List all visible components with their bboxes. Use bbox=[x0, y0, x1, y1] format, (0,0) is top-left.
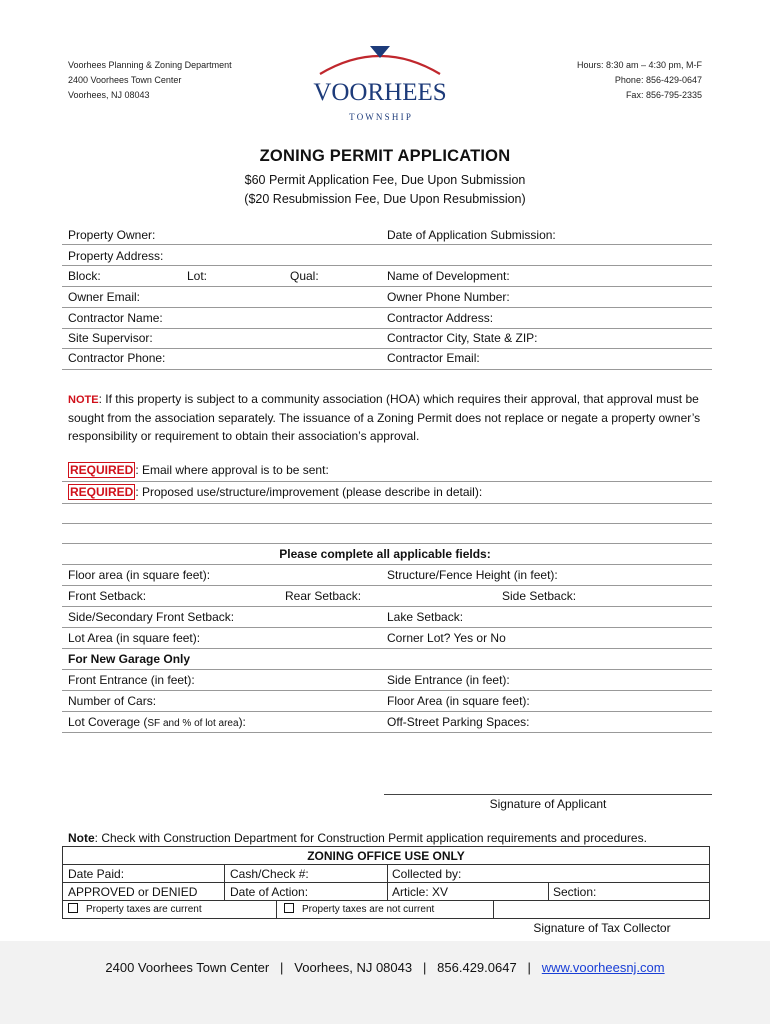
lot-coverage-field[interactable] bbox=[68, 715, 246, 729]
footer-city: Voorhees, NJ 08043 bbox=[294, 960, 413, 975]
date-of-action-field[interactable]: Date of Action: bbox=[230, 885, 309, 899]
construction-note-text: : Check with Construction Department for Construction Permit application requirements and procedures. bbox=[94, 831, 647, 845]
fee-line-2: ($20 Resubmission Fee, Due Upon Resubmission) bbox=[244, 192, 526, 206]
applicant-signature-line[interactable] bbox=[384, 794, 712, 795]
footer-phone: 856.429.0647 bbox=[437, 960, 517, 975]
lot-coverage-label: Lot Coverage ( bbox=[68, 715, 148, 729]
collected-by-field[interactable]: Collected by: bbox=[392, 867, 462, 881]
form-title: ZONING PERMIT APPLICATION bbox=[259, 147, 511, 165]
qual-field[interactable]: Qual: bbox=[290, 269, 319, 283]
front-setback-field[interactable]: Front Setback: bbox=[68, 589, 147, 603]
page-footer bbox=[0, 941, 770, 1024]
lot-coverage-hint: SF and % of lot area bbox=[147, 718, 239, 729]
contractor-address-field[interactable]: Contractor Address: bbox=[387, 311, 494, 325]
required-use-text: : Proposed use/structure/improvement (please describe in detail): bbox=[135, 485, 483, 499]
office-phone: Phone: 856-429-0647 bbox=[614, 75, 702, 85]
off-street-parking-field[interactable]: Off-Street Parking Spaces: bbox=[387, 715, 530, 729]
block-field[interactable]: Block: bbox=[68, 269, 101, 283]
owner-phone-field[interactable]: Owner Phone Number: bbox=[387, 290, 510, 304]
contractor-city-field[interactable]: Contractor City, State & ZIP: bbox=[387, 331, 538, 345]
property-address-field[interactable]: Property Address: bbox=[68, 249, 164, 263]
tax-collector-signature-box[interactable] bbox=[494, 900, 710, 919]
front-entrance-field[interactable]: Front Entrance (in feet): bbox=[68, 673, 195, 687]
office-use-heading: ZONING OFFICE USE ONLY bbox=[307, 849, 465, 863]
footer-separator: | bbox=[527, 960, 531, 975]
office-contact bbox=[577, 58, 702, 103]
taxes-not-current-checkbox[interactable] bbox=[284, 903, 294, 913]
lot-field[interactable]: Lot: bbox=[187, 269, 208, 283]
voorhees-township-logo bbox=[312, 42, 448, 126]
required-email-text: : Email where approval is to be sent: bbox=[135, 463, 329, 477]
fee-line-1: $60 Permit Application Fee, Due Upon Submission bbox=[244, 173, 526, 187]
section-field[interactable]: Section: bbox=[553, 885, 597, 899]
rear-setback-field[interactable]: Rear Setback: bbox=[285, 589, 362, 603]
applicant-signature-label: Signature of Applicant bbox=[489, 797, 607, 811]
cash-check-field[interactable]: Cash/Check #: bbox=[230, 867, 309, 881]
owner-email-field[interactable]: Owner Email: bbox=[68, 290, 141, 304]
dept-name: Voorhees Planning & Zoning Department bbox=[68, 60, 232, 70]
footer-separator: | bbox=[280, 960, 284, 975]
site-supervisor-field[interactable]: Site Supervisor: bbox=[68, 331, 153, 345]
date-paid-field[interactable]: Date Paid: bbox=[68, 867, 125, 881]
taxes-current-checkbox[interactable] bbox=[68, 903, 78, 913]
side-setback-field[interactable]: Side Setback: bbox=[502, 589, 577, 603]
logo-main-text: VOORHEES bbox=[313, 79, 447, 106]
office-hours: Hours: 8:30 am – 4:30 pm, M-F bbox=[576, 60, 702, 70]
required-label: REQUIRED bbox=[70, 485, 134, 499]
tax-collector-signature-label: Signature of Tax Collector bbox=[533, 921, 671, 935]
footer-address: 2400 Voorhees Town Center bbox=[105, 960, 270, 975]
construction-note bbox=[68, 831, 647, 845]
required-email-field[interactable] bbox=[68, 463, 329, 477]
garage-heading: For New Garage Only bbox=[68, 652, 191, 666]
office-fax: Fax: 856-795-2335 bbox=[625, 90, 702, 100]
department-address bbox=[68, 58, 232, 103]
property-owner-field[interactable]: Property Owner: bbox=[68, 228, 156, 242]
footer-separator: | bbox=[422, 960, 427, 975]
note-text: : If this property is subject to a community association (HOA) which requires their approval, that approval must be sought from the association separately. The issuance of a Zoning Permit does not replace or negate a property owner’s responsibility or requirement to obtain their association’s approval. bbox=[68, 392, 701, 443]
development-name-field[interactable]: Name of Development: bbox=[387, 269, 510, 283]
construction-note-label: Note bbox=[68, 831, 95, 845]
number-of-cars-field[interactable]: Number of Cars: bbox=[68, 694, 157, 708]
lot-coverage-end: ): bbox=[238, 715, 246, 729]
logo-sub-text: T O W N S H I P bbox=[349, 112, 411, 122]
contractor-email-field[interactable]: Contractor Email: bbox=[387, 351, 480, 365]
approved-denied-field[interactable]: APPROVED or DENIED bbox=[68, 885, 198, 899]
taxes-current-option[interactable] bbox=[68, 903, 202, 915]
required-label: REQUIRED bbox=[70, 463, 134, 477]
hoa-note bbox=[68, 390, 708, 445]
dept-street: 2400 Voorhees Town Center bbox=[68, 75, 182, 85]
footer-website-link[interactable]: www.voorheesnj.com bbox=[541, 960, 665, 975]
garage-floor-area-field[interactable]: Floor Area (in square feet): bbox=[387, 694, 530, 708]
corner-lot-field[interactable]: Corner Lot? Yes or No bbox=[387, 631, 506, 645]
contractor-phone-field[interactable]: Contractor Phone: bbox=[68, 351, 166, 365]
dept-city: Voorhees, NJ 08043 bbox=[68, 90, 150, 100]
footer-contact bbox=[0, 960, 770, 975]
side-secondary-setback-field[interactable]: Side/Secondary Front Setback: bbox=[68, 610, 235, 624]
lot-area-field[interactable]: Lot Area (in square feet): bbox=[68, 631, 201, 645]
contractor-name-field[interactable]: Contractor Name: bbox=[68, 311, 163, 325]
required-use-field[interactable] bbox=[68, 485, 482, 499]
taxes-not-current-option[interactable] bbox=[284, 903, 434, 915]
side-entrance-field[interactable]: Side Entrance (in feet): bbox=[387, 673, 510, 687]
article-field[interactable]: Article: XV bbox=[392, 885, 449, 899]
taxes-not-current-label: Property taxes are not current bbox=[302, 904, 435, 915]
taxes-current-label: Property taxes are current bbox=[86, 904, 202, 915]
note-label: NOTE bbox=[68, 394, 99, 406]
applicable-fields-heading: Please complete all applicable fields: bbox=[279, 547, 491, 561]
structure-height-field[interactable]: Structure/Fence Height (in feet): bbox=[387, 568, 558, 582]
lake-setback-field[interactable]: Lake Setback: bbox=[387, 610, 464, 624]
submission-date-field[interactable]: Date of Application Submission: bbox=[387, 228, 556, 242]
floor-area-field[interactable]: Floor area (in square feet): bbox=[68, 568, 211, 582]
